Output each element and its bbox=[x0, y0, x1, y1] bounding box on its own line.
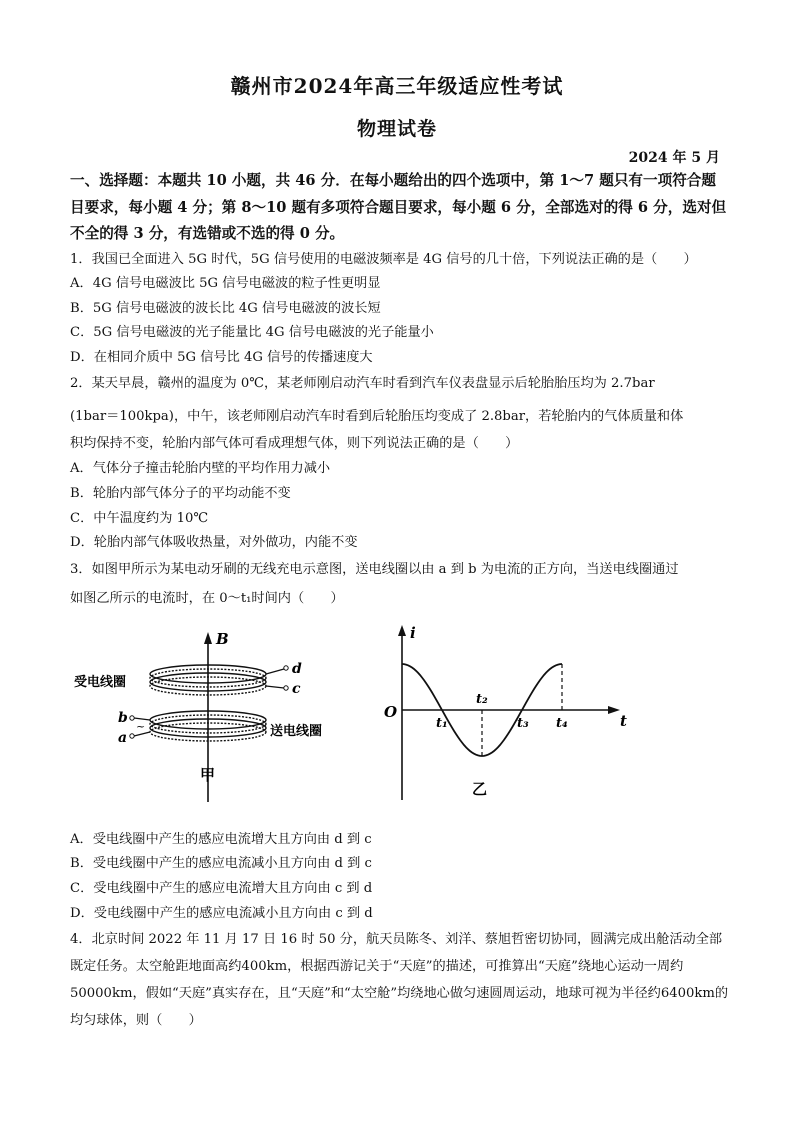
question-2-option-d: D．轮胎内部气体吸收热量，对外做功，内能不变 bbox=[70, 535, 358, 551]
t3-label: t₃ bbox=[517, 715, 529, 731]
question-1-option-d: D．在相同介质中 5G 信号比 4G 信号的传播速度大 bbox=[70, 349, 373, 365]
b-axis-arrow bbox=[204, 632, 212, 644]
question-3-stem-line2: 如图乙所示的电流时，在 0～t₁时间内（ ） bbox=[70, 590, 344, 606]
question-2-stem-line2: (1bar＝100kpa)，中午，该老师刚启动汽车时看到后轮胎压均变成了 2.8bar，若轮胎内的气体质量和体 bbox=[70, 409, 684, 425]
receive-coil bbox=[150, 665, 288, 695]
terminal-b-label: b bbox=[118, 709, 128, 726]
i-label: i bbox=[410, 623, 416, 642]
question-2-stem-line1: 2．某天早晨，赣州的温度为 0℃，某老师刚启动汽车时看到汽车仪表盘显示后轮胎胎压均为 2.7bar bbox=[70, 376, 655, 392]
question-1-option-a: A．4G 信号电磁波比 5G 信号电磁波的粒子性更明显 bbox=[70, 276, 381, 292]
terminal-a-label: a bbox=[118, 729, 128, 746]
receive-coil-label: 受电线圈 bbox=[74, 674, 127, 690]
question-3-option-d: D．受电线圈中产生的感应电流减小且方向由 c 到 d bbox=[70, 905, 373, 921]
ac-symbol: ~ bbox=[136, 719, 146, 733]
question-2-stem-line3: 积均保持不变，轮胎内部气体可看成理想气体，则下列说法正确的是（ ） bbox=[70, 436, 519, 452]
question-3-option-a: A．受电线圈中产生的感应电流增大且方向由 d 到 c bbox=[70, 831, 372, 847]
t1-label: t₁ bbox=[436, 715, 448, 731]
origin-label: O bbox=[384, 702, 398, 721]
terminal-c-label: c bbox=[292, 680, 301, 697]
t4-label: t₄ bbox=[556, 715, 568, 731]
question-3-option-b: B．受电线圈中产生的感应电流减小且方向由 d 到 c bbox=[70, 856, 372, 872]
question-3-stem-line1: 3．如图甲所示为某电动牙刷的无线充电示意图，送电线圈以由 a 到 b 为电流的正方向，当送电线圈通过 bbox=[70, 561, 679, 577]
question-2-option-c: C．中午温度约为 10℃ bbox=[70, 510, 209, 526]
question-2-option-a: A．气体分子撞击轮胎内壁的平均作用力减小 bbox=[70, 461, 331, 477]
send-coil-label: 送电线圈 bbox=[270, 723, 323, 739]
coil-diagram bbox=[70, 622, 370, 822]
question-2-option-b: B．轮胎内部气体分子的平均动能不变 bbox=[70, 486, 291, 502]
question-4-stem: 4．北京时间 2022 年 11 月 17 日 16 时 50 分，航天员陈冬、刘洋、蔡旭哲密切协同，圆满完成出舱活动全部既定任务。太空舱距地面高约400km，根据西游记关于“天庭”的描述，可推算出“天庭”绕地心运动一周约50000km，假如“天庭”真实存在，且“天庭”和“太空舱”均绕地心做匀速圆周运动，地球可视为半径约6400km的均匀球体，则（ ） bbox=[70, 932, 729, 1029]
question-3-figures bbox=[70, 622, 730, 822]
question-1-option-c: C．5G 信号电磁波的光子能量比 4G 信号电磁波的光子能量小 bbox=[70, 325, 434, 341]
exam-title: 赣州市2024年高三年级适应性考试 bbox=[230, 74, 564, 98]
section-heading: 一、选择题：本题共 10 小题，共 46 分．在每小题给出的四个选项中，第 1～7 题只有一项符合题目要求，每小题 4 分；第 8～10 题有多项符合题目要求，每小题 6 分，全部选对的得 6 分，选对但不全的得 3 分，有选错或不选的得 0 分。 bbox=[70, 172, 727, 242]
t-axis-arrow bbox=[608, 706, 620, 714]
b-label: B bbox=[216, 629, 229, 648]
question-3-option-c: C．受电线圈中产生的感应电流增大且方向由 c 到 d bbox=[70, 881, 373, 897]
question-1-option-b: B．5G 信号电磁波的波长比 4G 信号电磁波的波长短 bbox=[70, 300, 381, 316]
current-graph bbox=[380, 622, 640, 822]
i-axis-arrow bbox=[398, 625, 406, 636]
exam-subtitle: 物理试卷 bbox=[356, 118, 437, 140]
t-label: t bbox=[620, 711, 627, 730]
send-coil bbox=[130, 711, 266, 741]
exam-date: 2024 年 5 月 bbox=[628, 150, 720, 166]
t2-label: t₂ bbox=[476, 691, 488, 707]
terminal-d-label: d bbox=[292, 660, 302, 677]
figure-yi-caption: 乙 bbox=[472, 779, 488, 798]
exam-content bbox=[70, 168, 730, 1034]
question-1-stem: 1．我国已全面进入 5G 时代，5G 信号使用的电磁波频率是 4G 信号的几十倍，下列说法正确的是（ ） bbox=[70, 251, 697, 267]
figure-jia-caption: 甲 bbox=[200, 765, 216, 784]
